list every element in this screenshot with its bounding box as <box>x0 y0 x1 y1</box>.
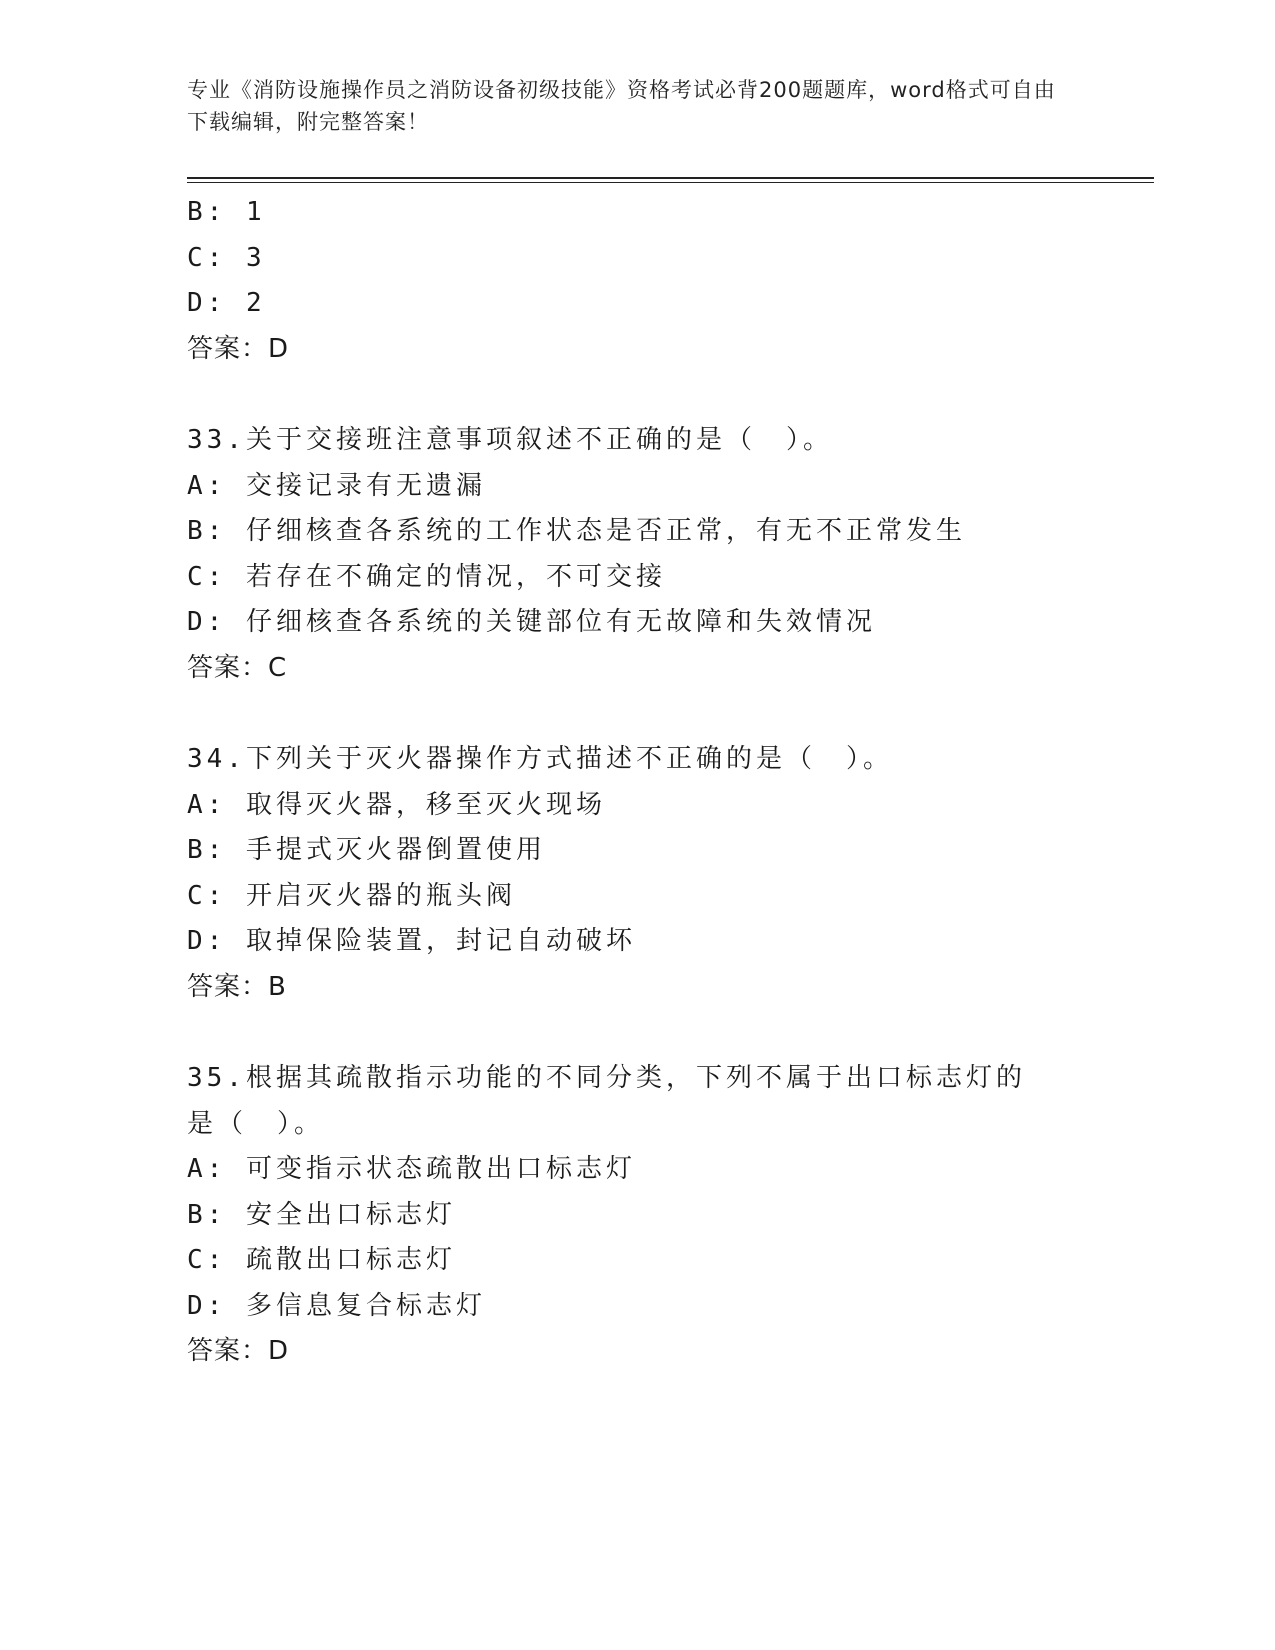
document-header: 专业《消防设施操作员之消防设备初级技能》资格考试必背200题题库，word格式可自由下载编辑，附完整答案！ <box>187 78 1056 134</box>
question-content <box>187 190 1067 1375</box>
answer: 答案：D <box>187 333 290 364</box>
option-d: D: 取掉保险装置，封记自动破坏 <box>187 926 636 956</box>
answer: 答案：C <box>187 652 288 683</box>
option-b: B: 1 <box>187 197 266 227</box>
question-34 <box>187 737 1067 1010</box>
question-stem: 35.根据其疏散指示功能的不同分类，下列不属于出口标志灯的是（ ）。 <box>187 1063 1026 1139</box>
answer: 答案：D <box>187 1336 290 1366</box>
option-d: D: 2 <box>187 288 266 318</box>
option-c: C: 疏散出口标志灯 <box>187 1245 456 1275</box>
option-d: D: 多信息复合标志灯 <box>187 1290 486 1321</box>
option-c: C: 若存在不确定的情况，不可交接 <box>187 561 666 592</box>
option-b: B: 仔细核查各系统的工作状态是否正常，有无不正常发生 <box>187 516 966 546</box>
question-stem: 33.关于交接班注意事项叙述不正确的是（ ）。 <box>187 425 833 455</box>
previous-question-tail <box>187 190 1067 372</box>
question-35 <box>187 1056 1067 1375</box>
option-c: C: 3 <box>187 242 266 273</box>
question-stem: 34.下列关于灭火器操作方式描述不正确的是（ ）。 <box>187 744 893 774</box>
option-b: B: 安全出口标志灯 <box>187 1199 456 1230</box>
option-a: A: 取得灭火器，移至灭火现场 <box>187 789 606 820</box>
option-d: D: 仔细核查各系统的关键部位有无故障和失效情况 <box>187 607 876 637</box>
option-c: C: 开启灭火器的瓶头阀 <box>187 880 516 911</box>
option-b: B: 手提式灭火器倒置使用 <box>187 835 546 865</box>
option-a: A: 可变指示状态疏散出口标志灯 <box>187 1154 636 1184</box>
answer: 答案：B <box>187 971 287 1002</box>
question-33 <box>187 418 1067 691</box>
header-rule-thick <box>187 177 1154 179</box>
option-a: A: 交接记录有无遗漏 <box>187 470 486 501</box>
header-rule-thin <box>187 182 1154 183</box>
